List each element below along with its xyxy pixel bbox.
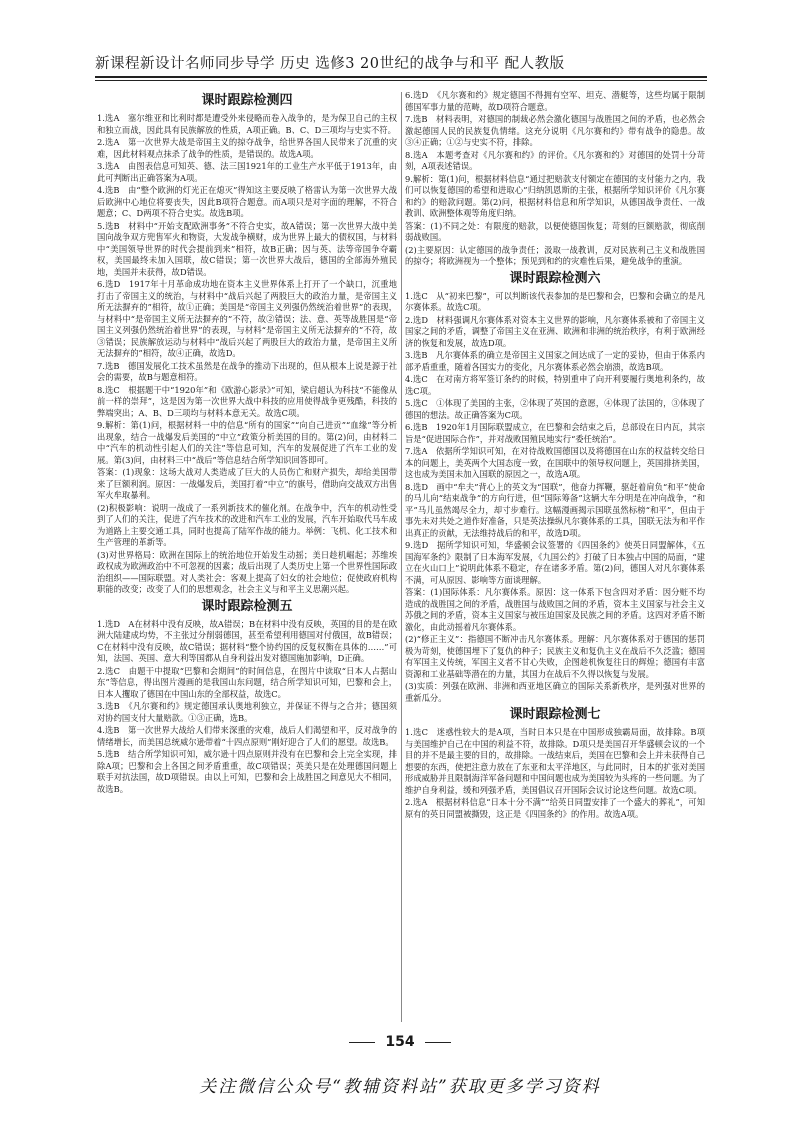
answer-item: 8.选A 本题考查对《凡尔赛和约》的评价。《凡尔赛和约》对德国的处罚十分苛刻，A项表述错误。 (405, 149, 705, 171)
answer-item: 9.选D 据所学知识可知，华盛顿会议签署的《四国条约》使英日同盟解体，《五国海军条约》限制了日本海军发展，《九国公约》打破了日本独占中国的局面，“建立在火山口上”说明此体系不稳定，存在诸多矛盾。第(2)问，德国人对凡尔赛体系不满，可从原因、影响等方面谈理解。 (405, 540, 705, 585)
answer-item: 1.选A 塞尔维亚和比利时都是遭受外来侵略而卷入战争的，是为保卫自己的主权和独立而战，因此具有民族解放的性质，A项正确。B、C、D三项均与史实不符。 (97, 113, 397, 135)
answer-item: 2.选A 第一次世界大战是帝国主义的掠夺战争，给世界各国人民带来了沉重的灾难，因此材料观点抹杀了战争的性质，是错误的。故选A项。 (97, 137, 397, 159)
page-number-dash-right (425, 1042, 451, 1043)
page-header: 新课程新设计名师同步导学 历史 选修3 20世纪的战争与和平 配人教版 (95, 56, 565, 72)
answer-item: 3.选B 凡尔赛体系的确立是帝国主义国家之间达成了一定的妥协，但由于体系内部矛盾重重，随着各国实力的变化，凡尔赛体系必然会崩溃，故选B项。 (405, 350, 705, 372)
answer-item: (2)主要原因：认定德国的战争责任；汲取一战教训，反对民族利己主义和战胜国的掠夺；将欧洲视为一个整体；预见到和约的灾难性后果，避免战争的重演。 (405, 244, 705, 266)
answer-item: 8.选D 画中“牟夫”背心上的英文为“国联”，他奋力挥鞭，驱赶着肩负“和平”使命的马儿向“结束战争”的方向行进，但“国际筹备”这辆大车分明是在冲向战争，“和平”马儿虽然竭尽全力，却寸步难行。这幅漫画揭示国联虽然标榜“和平”，但由于事先未对共处之道作好准备，只是英法操纵凡尔赛体系的工具，国联无法为和平作出真正的贡献，无法维持战后的和平，故选D项。 (405, 481, 705, 538)
answer-item: 3.选A 由图表信息可知英、德、法三国1921年的工业生产水平低于1913年，由此可判断出正确答案为A项。 (97, 161, 397, 183)
page-number (0, 1034, 800, 1050)
section-title: 课时跟踪检测七 (509, 707, 601, 722)
answer-item: 6.选D 《凡尔赛和约》规定德国不得拥有空军、坦克、潜艇等，这些均属于限制德国军事力量的范畴，故D项符合题意。 (405, 90, 705, 112)
column-divider (401, 92, 402, 1022)
answer-item: 7.选A 依据所学知识可知，在对待战败国德国以及将德国在山东的权益转交给日本的问题上，美英两个大国态度一致，在国联中的领导权问题上，英国排挤美国，这也成为美国未加入国联的原因之一，故选A项。 (405, 446, 705, 479)
answer-item: 6.选D 1917年十月革命成功地在资本主义世界体系上打开了一个缺口，沉重地打击了帝国主义的统治，与材料中“战后兴起了两股巨大的政治力量，是帝国主义所无法摒弃的”相符，故①正确；美国是“帝国主义列强仍然统治着世界”的表现，与材料中“是帝国主义所无法摒弃的”不符，故②错误；法、意、英等战胜国是“帝国主义列强仍然统治着世界”的表现，与材料“是帝国主义所无法摒弃的”不符，故③错误；民族解放运动与材料中“战后兴起了两股巨大的政治力量，是帝国主义所无法摒弃的”相符，故④正确，故选D。 (97, 279, 397, 358)
answer-item: 2.选A 根据材料信息“日本十分不满”“给英日同盟安排了一个盛大的葬礼”，可知原有的英日同盟被撕毁，这正是《四国条约》的作用。故选A项。 (405, 797, 705, 819)
answer-item: (2)积极影响：说明一战成了一系列新技术的催化剂。在战争中，汽车的机动性受到了人们的关注，促进了汽车技术的改进和汽车工业的发展，汽车开始取代马车成为道路上主要交通工具，同时也提高了陆军作战的能力。举例：飞机、化工技术和生产管理的革新等。 (97, 502, 397, 547)
answer-item: 1.选D A在材料中没有反映，故A错误；B在材料中没有反映，英国的目的是在欧洲大陆建成均势，不主张过分削弱德国，甚至希望利用德国对付俄国，故B错误；C在材料中没有反映，故C错误；据材料“整个协约国的反复权衡在具体的……”可知，法国、英国、意大利等国都从自身利益出发对德国施加影响，D正确。 (97, 618, 397, 663)
answer-item: 答案：(1)不同之处：有限度的赔款，以便使德国恢复；苛刻的巨额赔款，彻底削弱战败国。 (405, 220, 705, 242)
right-column (405, 90, 705, 1030)
answer-item: (2)“修正主义”：指德国不断冲击凡尔赛体系。理解：凡尔赛体系对于德国的惩罚极为苛刻，使德国埋下了复仇的种子；民族主义和复仇主义在战后不久泛滥；德国有军国主义传统，军国主义者不甘心失败，企图趁机恢复往日的辉煌；德国有丰富资源和工业基础等潜在的力量，其国力在战后不久得以恢复与发展。 (405, 634, 705, 679)
section-title: 课时跟踪检测四 (201, 93, 293, 108)
answer-item: (3)对世界格局：欧洲在国际上的统治地位开始发生动摇；美日趁机崛起；苏维埃政权成为欧洲政治中不可忽视的因素；战后出现了人类历史上第一个世界性国际政治组织——国际联盟。对人类社会：客观上提高了妇女的社会地位；促使政府机构职能的改变；改变了人们的思想观念，社会主义与和平主义思潮兴起。 (97, 549, 397, 594)
answer-item: 3.选B 《凡尔赛和约》规定德国承认奥地利独立，并保证不得与之合并；德国须对协约国支付大量赔款。①③正确，选B。 (97, 701, 397, 723)
answer-item: 答案：(1)现象：这场大战对人类造成了巨大的人员伤亡和财产损失，却给美国带来了巨额利润。原因：一战爆发后，美国打着“中立”的旗号，借助向交战双方出售军火牟取暴利。 (97, 467, 397, 500)
answer-item: 9.解析：第(1)问，根据材料一中的信息“所有的国家”“向自己进贡”“血缘”等分析出现象，结合一战爆发后美国的“中立”政策分析美国的目的。第(2)问，由材料二中“汽车的机动性引起人们的关注”等信息可知，汽车的发展促进了汽车工业的发展。第(3)问，由材料三中“战后”等信息结合所学知识回答即可。 (97, 420, 397, 465)
answer-item: 5.选C ①体现了美国的主张，②体现了英国的意愿，④体现了法国的，③体现了德国的想法。故正确答案为C项。 (405, 398, 705, 420)
page-number-dash-left (349, 1042, 375, 1043)
header-rule-thin (95, 80, 707, 81)
answer-item: (3)实质：列强在欧洲、非洲和西亚地区确立的国际关系新秩序，是列强对世界的重新瓜分。 (405, 681, 705, 703)
answer-item: 6.选B 1920年1月国际联盟成立，在巴黎和会结束之后，总部设在日内瓦，其宗旨是“促进国际合作”，并对战败国殖民地实行“委任统治”。 (405, 422, 705, 444)
answer-item: 答案：(1)国际体系：凡尔赛体系。原因：这一体系下包含四对矛盾：因分赃不均造成的战胜国之间的矛盾，战胜国与战败国之间的矛盾，资本主义国家与社会主义苏俄之间的矛盾，资本主义国家与被压迫国家及民族之间的矛盾。这四对矛盾不断激化，由此动摇着凡尔赛体系。 (405, 587, 705, 632)
answer-item: 5.选B 结合所学知识可知，威尔逊十四点原则并没有在巴黎和会上完全实现，排除A项；巴黎和会上各国之间矛盾重重，故C项错误；英美只是在处理德国问题上联手对抗法国，故D项错误。由以上可知，巴黎和会上战胜国之间意见大不相同，故选B。 (97, 749, 397, 794)
answer-item: 7.选B 材料表明，对德国的制裁必然会激化德国与战胜国之间的矛盾，也必然会激起德国人民的民族复仇情绪。这充分说明《凡尔赛和约》带有战争的隐患。故③④正确；①②与史实不符，排除。 (405, 114, 705, 147)
answer-item: 4.选C 在对南方将军签订条约的时候，特别重申了向开利要履行奥地利条约，故选C项。 (405, 374, 705, 396)
answer-item: 8.选C 根据题干中“1920年”和《欧游心影录》”可知，梁启超认为科技“不能像从前一样的崇拜”，这是因为第一次世界大战中科技的应用使得战争更残酷，科技的弊端突出；A、B、D三项均与材料本意无关。故选C项。 (97, 384, 397, 418)
answer-item: 1.选C 迷惑性较大的是A项，当时日本只是在中国形成独霸局面，故排除。B项与美国维护自己在中国的利益不符，故排除。D项只是美国召开华盛顿会议的一个目的并不是最主要的目的，故排除。一战结束后，美国在巴黎和会上并未获得自己想要的东西，使把注意力放在了东亚和太平洋地区，与此同时，日本的扩张对美国形成威胁并且限制海洋军备问题和中国问题也成为美国较为头疼的一些问题。为了维护自身利益，缓和列强矛盾，美国倡议召开国际会议讨论这些问题。故选C项。 (405, 727, 705, 795)
answer-item: 7.选B 德国发展化工技术虽然是在战争的推动下出现的，但从根本上说是源于社会的需要，故B与题意相符。 (97, 360, 397, 382)
footer-promo: 关注微信公众号“教辅资料站”获取更多学习资料 (199, 1077, 601, 1097)
answer-item: 2.选C 由题干中提取“巴黎和会期间”的时间信息，在图片中读取“日本人占据山东”等信息，得出图片漫画的是我国山东问题，结合所学知识可知，巴黎和会上，日本人攫取了德国在中国山东的全部权益，故选C。 (97, 665, 397, 699)
answer-item: 1.选C 从“初来巴黎”，可以判断该代表参加的是巴黎和会，巴黎和会确立的是凡尔赛体系。故选C项。 (405, 290, 705, 312)
answer-item: 4.选B 由“整个欧洲的灯光正在熄灭”得知这主要反映了格雷认为第一次世界大战后欧洲中心地位将要丧失，因此B项符合题意。而A项只是对字面的理解，不符合题意；C、D两项不符合史实。故选B项。 (97, 185, 397, 218)
answer-item: 5.选B 材料中“开始支配欧洲事务”不符合史实，故A错误；第一次世界大战中美国向战争双方兜售军火和物资，大发战争横财，成为世界上最大的债权国，与材料中“美国领导世界的时代会提前到来”相符，故B正确；因与英、法等帝国争夺霸权，美国最终未加入国联，故C错误；第一次世界大战后，德国的全部海外殖民地，美国并未获得，故D错误。 (97, 220, 397, 277)
answer-item: 2.选D 材料强调凡尔赛体系对资本主义世界的影响，凡尔赛体系被和了帝国主义国家之间的矛盾，调整了帝国主义在亚洲、欧洲和非洲的统治秩序，有利于欧洲经济的恢复和发展，故选D项。 (405, 314, 705, 348)
section-title: 课时跟踪检测六 (509, 270, 601, 286)
header-rule (95, 76, 707, 78)
left-column (97, 90, 397, 1030)
section-title: 课时跟踪检测五 (201, 598, 293, 614)
answer-item: 9.解析：第(1)问，根据材料信息“通过把赔款支付额定在德国的支付能力之内，我们可以恢复德国的希望和进取心”归纳凯恩斯的主张，根据所学知识评价《凡尔赛和约》的赔款问题。第(2)问，根据材料信息和所学知识，从德国战争责任、一战教训、欧洲整体观等角度归纳。 (405, 173, 705, 218)
answer-item: 4.选B 第一次世界大战给人们带来深重的灾难，战后人们渴望和平，反对战争的情绪增长，而美国总统威尔逊带着“十四点原则”刚好迎合了人们的愿望。故选B。 (97, 725, 397, 747)
page-number-text: 154 (385, 1034, 415, 1050)
